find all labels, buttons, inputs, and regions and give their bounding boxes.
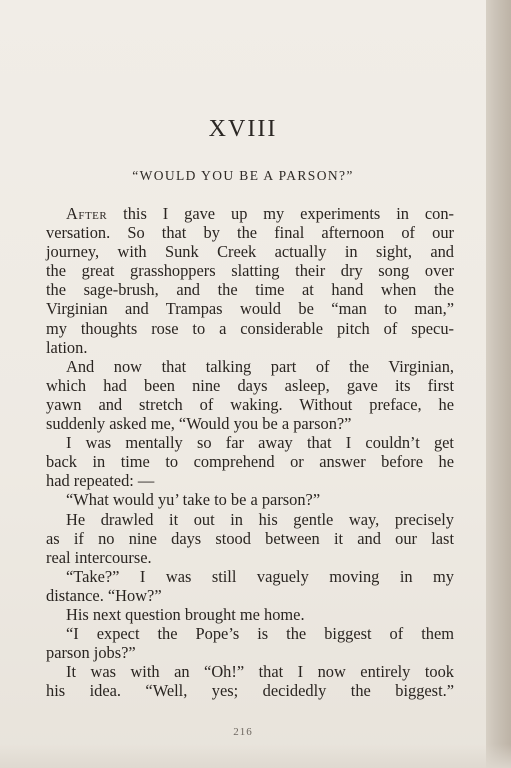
text-line: back in time to comprehend or answer before he [46,452,454,472]
text-line: Virginian and Trampas would be “man to man,” [46,299,454,319]
paragraph [46,433,454,490]
text-line: versation. So that by the final afternoon of our [46,223,454,243]
text-line: the great grasshoppers slatting their dry song over [46,261,454,281]
text-line: which had been nine days asleep, gave its first [46,375,454,395]
text-line: “Take?” I was still vaguely moving in my [66,566,454,586]
paragraph [46,357,454,433]
paragraph [46,624,454,662]
text-line: I was mentally so far away that I couldn’t get [66,433,454,453]
page-edge-stack [484,0,511,768]
text-line: real intercourse. [46,547,152,567]
text-line: his idea. “Well, yes; decidedly the biggest.” [46,681,454,701]
line-text: this I gave up my experiments in con- [107,204,454,223]
text-line: journey, with Sunk Creek actually in sight, and [46,242,454,262]
drop-word: After [66,204,108,223]
text-line: the sage-brush, and the time at hand when the [46,280,454,300]
text-line: as if no nine days stood between it and our last [46,528,454,548]
body-text [46,204,454,700]
paragraph [46,662,454,700]
text-line: my thoughts rose to a considerable pitch of specu- [46,318,454,338]
chapter-title: “WOULD YOU BE A PARSON?” [132,168,354,183]
text-line: His next question brought me home. [66,604,305,624]
paragraph [46,605,454,624]
text-line: yawn and stretch of waking. Without preface, he [46,394,454,414]
text-line: “What would yu’ take to be a parson?” [66,490,321,510]
text-line: He drawled it out in his gentle way, precisely [66,509,454,529]
page-number: 216 [233,726,253,738]
chapter-number: XVIII [208,116,278,142]
text-line: parson jobs?” [46,643,136,663]
bottom-shadow [0,744,511,768]
paragraph [46,510,454,567]
paragraph [46,567,454,605]
text-line: And now that talking part of the Virginian, [66,356,454,376]
text-line [46,204,454,223]
text-line: distance. “How?” [46,585,162,605]
text-line: “I expect the Pope’s is the biggest of them [66,624,454,644]
text-line: had repeated: — [46,471,155,491]
paragraph [46,204,454,357]
text-line: It was with an “Oh!” that I now entirely took [66,662,454,682]
paragraph [46,490,454,509]
text-line: suddenly asked me, “Would you be a parson?” [46,414,352,434]
text-line: lation. [46,337,88,357]
